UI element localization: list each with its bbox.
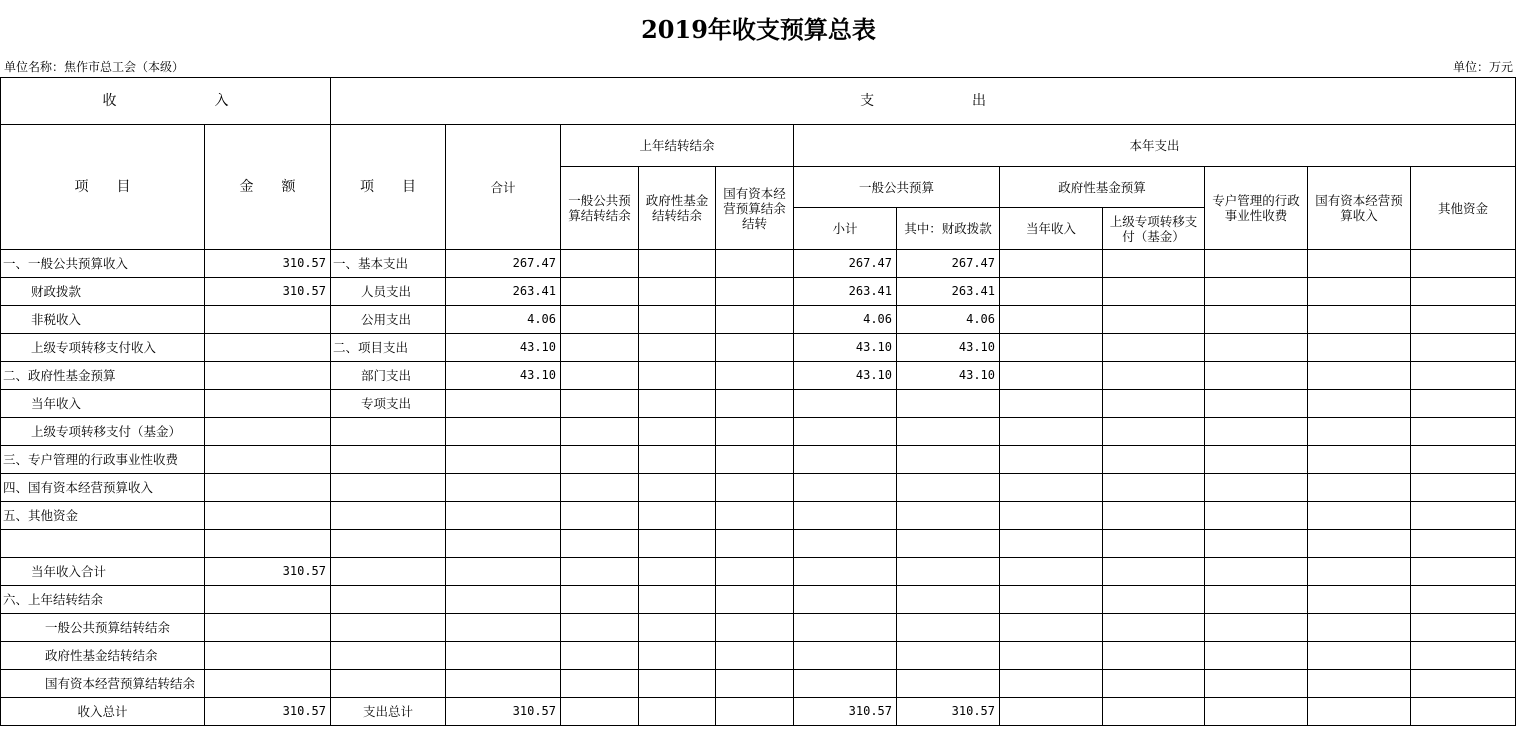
current-income-cell [1000, 642, 1103, 670]
income-amount-cell [205, 446, 331, 474]
income-amount-header: 金 额 [205, 125, 331, 250]
expense-total-cell [446, 586, 561, 614]
state-capital-carry-cell [716, 698, 794, 726]
expense-total-header: 合计 [446, 125, 561, 250]
state-capital-income-cell [1308, 614, 1411, 642]
upper-transfer-cell [1103, 418, 1205, 446]
table-row [1, 586, 1516, 614]
gov-fund-carry-cell [639, 278, 716, 306]
special-fee-cell [1205, 474, 1308, 502]
subtotal-header: 小计 [794, 208, 897, 250]
income-item-cell: 国有资本经营预算结转结余 [1, 670, 205, 698]
expense-total-cell: 43.10 [446, 334, 561, 362]
income-item-cell: 当年收入 [1, 390, 205, 418]
special-fee-cell [1205, 614, 1308, 642]
special-fee-cell [1205, 670, 1308, 698]
gov-fund-carry-cell [639, 670, 716, 698]
current-income-cell [1000, 278, 1103, 306]
other-funds-cell [1411, 418, 1516, 446]
fiscal-cell [897, 502, 1000, 530]
state-capital-income-cell [1308, 586, 1411, 614]
other-funds-cell [1411, 502, 1516, 530]
table-row [1, 250, 1516, 278]
state-capital-carry-cell [716, 502, 794, 530]
expense-item-header: 项 目 [331, 125, 446, 250]
income-amount-cell [205, 502, 331, 530]
general-carry-cell [561, 698, 639, 726]
state-capital-carry-cell [716, 334, 794, 362]
special-fee-cell [1205, 278, 1308, 306]
fiscal-cell [897, 474, 1000, 502]
income-item-cell: 上级专项转移支付（基金） [1, 418, 205, 446]
general-budget-header: 一般公共预算 [794, 167, 1000, 208]
general-carry-cell [561, 614, 639, 642]
income-item-cell: 五、其他资金 [1, 502, 205, 530]
table-row [1, 614, 1516, 642]
state-capital-carry-cell [716, 446, 794, 474]
fiscal-cell: 263.41 [897, 278, 1000, 306]
expense-item-cell: 部门支出 [331, 362, 446, 390]
subtotal-cell: 263.41 [794, 278, 897, 306]
state-capital-income-cell [1308, 698, 1411, 726]
gov-fund-carry-cell [639, 418, 716, 446]
state-capital-income-cell [1308, 558, 1411, 586]
gov-fund-carry-cell [639, 446, 716, 474]
subtotal-cell [794, 474, 897, 502]
other-funds-header: 其他资金 [1411, 167, 1516, 250]
table-row [1, 362, 1516, 390]
gov-fund-carry-cell [639, 614, 716, 642]
income-item-cell: 财政拨款 [1, 278, 205, 306]
special-fee-cell [1205, 586, 1308, 614]
fiscal-cell [897, 446, 1000, 474]
income-amount-cell [205, 670, 331, 698]
subtotal-cell [794, 390, 897, 418]
other-funds-cell [1411, 362, 1516, 390]
table-row [1, 558, 1516, 586]
special-fee-cell [1205, 390, 1308, 418]
subtotal-cell [794, 586, 897, 614]
special-fee-cell [1205, 698, 1308, 726]
subtotal-cell [794, 642, 897, 670]
expense-total-cell [446, 446, 561, 474]
table-row [1, 418, 1516, 446]
current-income-cell [1000, 670, 1103, 698]
current-income-cell [1000, 586, 1103, 614]
table-row [1, 446, 1516, 474]
fiscal-cell [897, 614, 1000, 642]
special-fee-cell [1205, 558, 1308, 586]
general-carry-cell [561, 362, 639, 390]
current-income-cell [1000, 390, 1103, 418]
expense-item-cell [331, 474, 446, 502]
general-carry-cell [561, 670, 639, 698]
gov-fund-carry-cell [639, 390, 716, 418]
special-fee-cell [1205, 418, 1308, 446]
general-carry-cell [561, 474, 639, 502]
fiscal-cell [897, 530, 1000, 558]
other-funds-cell [1411, 278, 1516, 306]
expense-item-cell [331, 446, 446, 474]
income-item-cell [1, 530, 205, 558]
state-capital-income-cell [1308, 334, 1411, 362]
state-capital-carry-cell [716, 418, 794, 446]
subtotal-cell [794, 530, 897, 558]
expense-item-cell: 人员支出 [331, 278, 446, 306]
upper-transfer-header: 上级专项转移支付（基金） [1103, 208, 1205, 250]
income-item-header: 项 目 [1, 125, 205, 250]
general-carry-cell [561, 446, 639, 474]
state-capital-income-cell [1308, 390, 1411, 418]
state-capital-income-cell [1308, 474, 1411, 502]
expense-item-cell [331, 670, 446, 698]
other-funds-cell [1411, 698, 1516, 726]
gov-fund-carry-header: 政府性基金结转结余 [639, 167, 716, 250]
prior-carry-header: 上年结转结余 [561, 125, 794, 167]
gov-fund-carry-cell [639, 306, 716, 334]
current-income-cell [1000, 530, 1103, 558]
expense-header: 支 出 [331, 78, 1516, 125]
general-carry-cell [561, 306, 639, 334]
fiscal-cell: 267.47 [897, 250, 1000, 278]
expense-total-cell: 4.06 [446, 306, 561, 334]
state-capital-income-cell [1308, 250, 1411, 278]
subtotal-cell: 43.10 [794, 362, 897, 390]
general-carry-cell [561, 586, 639, 614]
subtotal-cell: 310.57 [794, 698, 897, 726]
other-funds-cell [1411, 334, 1516, 362]
current-income-cell [1000, 698, 1103, 726]
special-fee-cell [1205, 530, 1308, 558]
current-income-cell [1000, 558, 1103, 586]
fiscal-cell: 43.10 [897, 362, 1000, 390]
general-carry-header: 一般公共预算结转结余 [561, 167, 639, 250]
expense-item-cell: 支出总计 [331, 698, 446, 726]
income-amount-cell: 310.57 [205, 698, 331, 726]
table-row [1, 642, 1516, 670]
state-capital-carry-cell [716, 558, 794, 586]
general-carry-cell [561, 334, 639, 362]
expense-total-cell: 263.41 [446, 278, 561, 306]
table-row [1, 670, 1516, 698]
special-fee-header: 专户管理的行政事业性收费 [1205, 167, 1308, 250]
table-row [1, 278, 1516, 306]
current-income-cell [1000, 446, 1103, 474]
upper-transfer-cell [1103, 334, 1205, 362]
gov-fund-carry-cell [639, 250, 716, 278]
upper-transfer-cell [1103, 698, 1205, 726]
other-funds-cell [1411, 530, 1516, 558]
subtotal-cell: 43.10 [794, 334, 897, 362]
expense-total-cell [446, 474, 561, 502]
budget-summary-table [0, 77, 1516, 726]
state-capital-income-cell [1308, 670, 1411, 698]
state-capital-carry-cell [716, 530, 794, 558]
income-item-cell: 非税收入 [1, 306, 205, 334]
state-capital-income-header: 国有资本经营预算收入 [1308, 167, 1411, 250]
state-capital-carry-cell [716, 642, 794, 670]
general-carry-cell [561, 390, 639, 418]
general-carry-cell [561, 558, 639, 586]
special-fee-cell [1205, 250, 1308, 278]
subtotal-cell [794, 502, 897, 530]
current-income-cell [1000, 418, 1103, 446]
expense-total-cell [446, 642, 561, 670]
expense-total-cell [446, 502, 561, 530]
gov-fund-carry-cell [639, 558, 716, 586]
income-item-cell: 二、政府性基金预算 [1, 362, 205, 390]
state-capital-carry-cell [716, 670, 794, 698]
state-capital-carry-header: 国有资本经营预算结余结转 [716, 167, 794, 250]
gov-fund-carry-cell [639, 642, 716, 670]
income-amount-cell: 310.57 [205, 250, 331, 278]
expense-item-cell: 二、项目支出 [331, 334, 446, 362]
expense-total-cell: 267.47 [446, 250, 561, 278]
expense-item-cell [331, 614, 446, 642]
fiscal-cell: 4.06 [897, 306, 1000, 334]
current-income-cell [1000, 502, 1103, 530]
state-capital-income-cell [1308, 362, 1411, 390]
income-amount-cell [205, 362, 331, 390]
expense-item-cell [331, 418, 446, 446]
current-income-cell [1000, 334, 1103, 362]
state-capital-income-cell [1308, 530, 1411, 558]
current-income-cell [1000, 474, 1103, 502]
general-carry-cell [561, 250, 639, 278]
income-amount-cell [205, 474, 331, 502]
upper-transfer-cell [1103, 530, 1205, 558]
special-fee-cell [1205, 334, 1308, 362]
expense-total-cell [446, 558, 561, 586]
expense-total-cell: 43.10 [446, 362, 561, 390]
income-amount-cell: 310.57 [205, 558, 331, 586]
expense-item-cell [331, 530, 446, 558]
fiscal-cell [897, 558, 1000, 586]
unit-label: 单位：万元 [1452, 60, 1513, 74]
state-capital-income-cell [1308, 278, 1411, 306]
gov-fund-carry-cell [639, 698, 716, 726]
fiscal-cell: 43.10 [897, 334, 1000, 362]
page-title: 2019年收支预算总表 [641, 15, 876, 44]
upper-transfer-cell [1103, 278, 1205, 306]
expense-total-cell [446, 530, 561, 558]
state-capital-income-cell [1308, 446, 1411, 474]
other-funds-cell [1411, 614, 1516, 642]
expense-total-cell [446, 390, 561, 418]
state-capital-carry-cell [716, 278, 794, 306]
income-amount-cell [205, 642, 331, 670]
current-exp-header: 本年支出 [794, 125, 1516, 167]
table-row [1, 530, 1516, 558]
upper-transfer-cell [1103, 614, 1205, 642]
income-amount-cell [205, 306, 331, 334]
of-which-header: 其中：财政拨款 [897, 208, 1000, 250]
general-carry-cell [561, 502, 639, 530]
fiscal-cell [897, 670, 1000, 698]
current-income-cell [1000, 614, 1103, 642]
state-capital-carry-cell [716, 586, 794, 614]
income-item-cell: 收入总计 [1, 698, 205, 726]
income-amount-cell [205, 586, 331, 614]
expense-item-cell: 专项支出 [331, 390, 446, 418]
other-funds-cell [1411, 250, 1516, 278]
income-amount-cell [205, 530, 331, 558]
income-amount-cell [205, 334, 331, 362]
state-capital-income-cell [1308, 502, 1411, 530]
expense-total-cell [446, 418, 561, 446]
current-income-cell [1000, 306, 1103, 334]
general-carry-cell [561, 418, 639, 446]
gov-fund-carry-cell [639, 362, 716, 390]
upper-transfer-cell [1103, 250, 1205, 278]
upper-transfer-cell [1103, 558, 1205, 586]
income-item-cell: 一、一般公共预算收入 [1, 250, 205, 278]
state-capital-income-cell [1308, 642, 1411, 670]
upper-transfer-cell [1103, 642, 1205, 670]
income-item-cell: 六、上年结转结余 [1, 586, 205, 614]
current-income-header: 当年收入 [1000, 208, 1103, 250]
current-income-cell [1000, 250, 1103, 278]
income-item-cell: 当年收入合计 [1, 558, 205, 586]
expense-item-cell [331, 586, 446, 614]
subtotal-cell: 267.47 [794, 250, 897, 278]
table-row [1, 390, 1516, 418]
unit-name: 单位名称：焦作市总工会（本级） [4, 60, 185, 74]
expense-item-cell: 公用支出 [331, 306, 446, 334]
state-capital-carry-cell [716, 614, 794, 642]
expense-item-cell [331, 502, 446, 530]
fiscal-cell: 310.57 [897, 698, 1000, 726]
upper-transfer-cell [1103, 670, 1205, 698]
subtotal-cell [794, 446, 897, 474]
table-row [1, 334, 1516, 362]
table-row [1, 698, 1516, 726]
income-item-cell: 四、国有资本经营预算收入 [1, 474, 205, 502]
other-funds-cell [1411, 474, 1516, 502]
general-carry-cell [561, 530, 639, 558]
other-funds-cell [1411, 390, 1516, 418]
income-amount-cell: 310.57 [205, 278, 331, 306]
other-funds-cell [1411, 586, 1516, 614]
gov-fund-carry-cell [639, 502, 716, 530]
state-capital-carry-cell [716, 250, 794, 278]
special-fee-cell [1205, 446, 1308, 474]
other-funds-cell [1411, 306, 1516, 334]
table-row [1, 502, 1516, 530]
income-amount-cell [205, 614, 331, 642]
current-income-cell [1000, 362, 1103, 390]
table-row [1, 474, 1516, 502]
subtotal-cell [794, 558, 897, 586]
upper-transfer-cell [1103, 306, 1205, 334]
expense-total-cell [446, 670, 561, 698]
state-capital-carry-cell [716, 474, 794, 502]
upper-transfer-cell [1103, 502, 1205, 530]
fiscal-cell [897, 642, 1000, 670]
expense-item-cell: 一、基本支出 [331, 250, 446, 278]
other-funds-cell [1411, 558, 1516, 586]
upper-transfer-cell [1103, 390, 1205, 418]
upper-transfer-cell [1103, 446, 1205, 474]
fiscal-cell [897, 390, 1000, 418]
state-capital-income-cell [1308, 306, 1411, 334]
special-fee-cell [1205, 642, 1308, 670]
upper-transfer-cell [1103, 474, 1205, 502]
fiscal-cell [897, 418, 1000, 446]
income-item-cell: 政府性基金结转结余 [1, 642, 205, 670]
general-carry-cell [561, 642, 639, 670]
other-funds-cell [1411, 446, 1516, 474]
gov-fund-carry-cell [639, 586, 716, 614]
income-item-cell: 三、专户管理的行政事业性收费 [1, 446, 205, 474]
income-header: 收 入 [1, 78, 331, 125]
state-capital-carry-cell [716, 306, 794, 334]
income-item-cell: 上级专项转移支付收入 [1, 334, 205, 362]
gov-fund-carry-cell [639, 474, 716, 502]
expense-total-cell [446, 614, 561, 642]
gov-fund-budget-header: 政府性基金预算 [1000, 167, 1205, 208]
state-capital-carry-cell [716, 362, 794, 390]
fiscal-cell [897, 586, 1000, 614]
subtotal-cell [794, 418, 897, 446]
special-fee-cell [1205, 362, 1308, 390]
gov-fund-carry-cell [639, 530, 716, 558]
income-amount-cell [205, 390, 331, 418]
expense-item-cell [331, 558, 446, 586]
expense-item-cell [331, 642, 446, 670]
general-carry-cell [561, 278, 639, 306]
other-funds-cell [1411, 642, 1516, 670]
expense-total-cell: 310.57 [446, 698, 561, 726]
state-capital-income-cell [1308, 418, 1411, 446]
other-funds-cell [1411, 670, 1516, 698]
gov-fund-carry-cell [639, 334, 716, 362]
subtotal-cell [794, 614, 897, 642]
subtotal-cell [794, 670, 897, 698]
special-fee-cell [1205, 502, 1308, 530]
table-row [1, 306, 1516, 334]
upper-transfer-cell [1103, 586, 1205, 614]
upper-transfer-cell [1103, 362, 1205, 390]
subtotal-cell: 4.06 [794, 306, 897, 334]
income-item-cell: 一般公共预算结转结余 [1, 614, 205, 642]
special-fee-cell [1205, 306, 1308, 334]
income-amount-cell [205, 418, 331, 446]
state-capital-carry-cell [716, 390, 794, 418]
